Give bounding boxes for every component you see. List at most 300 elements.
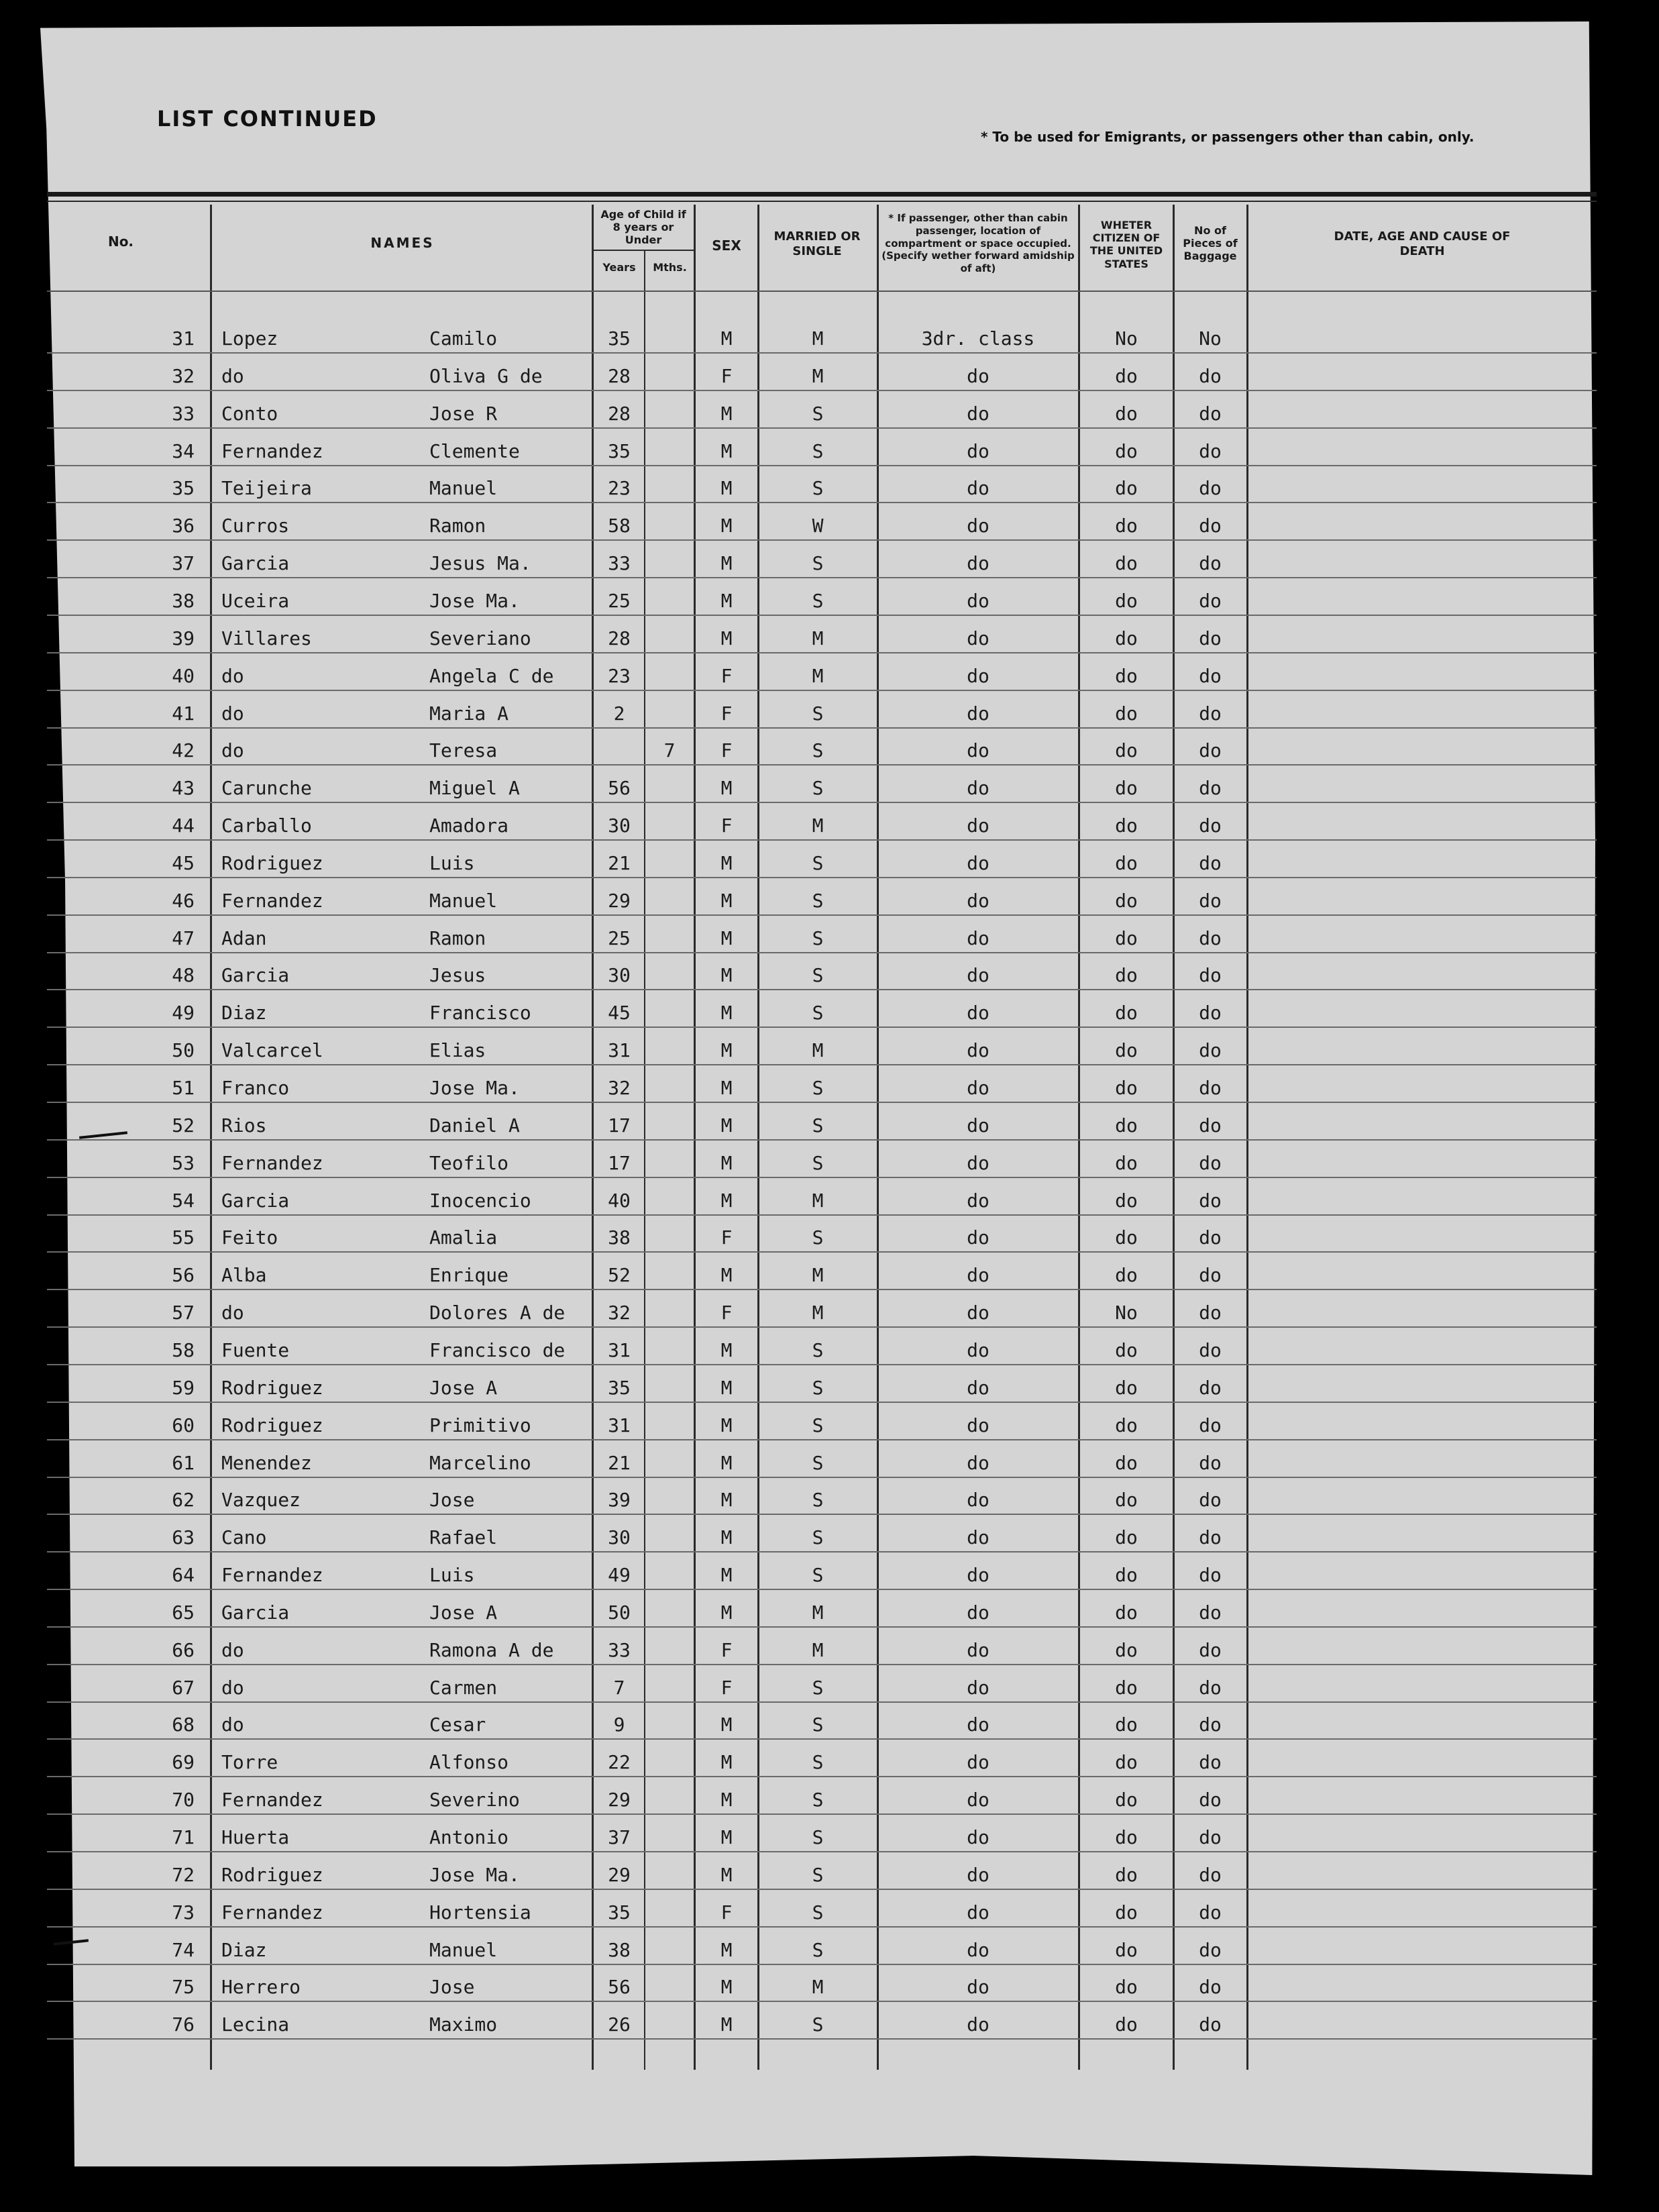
given-name: Manuel: [429, 477, 498, 500]
row-rule: [47, 390, 1597, 391]
col-names: NAMES: [370, 235, 435, 251]
surname: do: [221, 664, 244, 687]
surname: Rodriguez: [221, 851, 323, 874]
baggage-count: do: [1199, 1451, 1222, 1474]
passenger-class: do: [967, 777, 989, 800]
row-rule: [47, 2038, 1597, 2040]
divider-class-citizen: [1078, 205, 1080, 2070]
row-rule: [47, 1964, 1597, 1965]
baggage-count: do: [1199, 1638, 1222, 1661]
sex: M: [720, 1451, 733, 1474]
marital-status: S: [812, 1676, 824, 1699]
given-name: Antonio: [429, 1826, 509, 1848]
row-rule: [47, 615, 1597, 616]
surname: Herrero: [221, 1976, 301, 1999]
sex: F: [720, 739, 733, 762]
passenger-class: do: [967, 1151, 989, 1174]
row-number: 31: [172, 327, 195, 350]
us-citizen: do: [1115, 1189, 1138, 1212]
row-rule: [47, 1926, 1597, 1928]
sex: F: [720, 1676, 733, 1699]
us-citizen: do: [1115, 1226, 1138, 1249]
baggage-count: do: [1199, 814, 1222, 837]
row-number: 76: [172, 2013, 195, 2036]
marital-status: S: [812, 1376, 824, 1399]
us-citizen: do: [1115, 1789, 1138, 1811]
row-number: 42: [172, 739, 195, 762]
row-rule: [47, 1551, 1597, 1552]
given-name: Amalia: [429, 1226, 498, 1249]
us-citizen: do: [1115, 1039, 1138, 1062]
us-citizen: do: [1115, 477, 1138, 500]
col-no: No.: [107, 233, 134, 250]
sex: M: [720, 1526, 733, 1549]
row-rule: [47, 1477, 1597, 1478]
surname: Garcia: [221, 552, 290, 575]
us-citizen: do: [1115, 1714, 1138, 1736]
age-years: 9: [613, 1714, 625, 1736]
sex: M: [720, 1077, 733, 1099]
sex: M: [720, 889, 733, 912]
row-number: 58: [172, 1338, 195, 1361]
col-years: Years: [602, 261, 636, 274]
surname: do: [221, 364, 244, 387]
sex: M: [720, 1414, 733, 1436]
marital-status: M: [812, 1601, 824, 1624]
row-number: 71: [172, 1826, 195, 1848]
given-name: Jose R: [429, 402, 498, 425]
us-citizen: do: [1115, 1976, 1138, 1999]
age-years: 35: [608, 327, 631, 350]
col-married: MARRIED OR SINGLE: [773, 229, 861, 258]
given-name: Ramona A de: [429, 1638, 554, 1661]
given-name: Dolores A de: [429, 1302, 566, 1324]
passenger-class: do: [967, 1002, 989, 1024]
row-rule: [47, 690, 1597, 691]
us-citizen: do: [1115, 1077, 1138, 1099]
given-name: Miguel A: [429, 777, 520, 800]
baggage-count: do: [1199, 702, 1222, 725]
row-rule: [47, 802, 1597, 803]
row-number: 36: [172, 515, 195, 537]
age-years: 30: [608, 964, 631, 987]
passenger-class: do: [967, 1114, 989, 1137]
passenger-class: do: [967, 1226, 989, 1249]
passenger-class: do: [967, 1826, 989, 1848]
sex: M: [720, 477, 733, 500]
surname: Fernandez: [221, 1789, 323, 1811]
passenger-class: do: [967, 814, 989, 837]
baggage-count: do: [1199, 1789, 1222, 1811]
passenger-class: do: [967, 1376, 989, 1399]
surname: do: [221, 1676, 244, 1699]
marital-status: S: [812, 889, 824, 912]
sex: M: [720, 1376, 733, 1399]
marital-status: M: [812, 1189, 824, 1212]
us-citizen: do: [1115, 2013, 1138, 2036]
baggage-count: do: [1199, 1226, 1222, 1249]
surname: Menendez: [221, 1451, 312, 1474]
us-citizen: do: [1115, 1414, 1138, 1436]
row-rule: [47, 1364, 1597, 1365]
baggage-count: do: [1199, 1826, 1222, 1848]
passenger-class: do: [967, 515, 989, 537]
row-rule: [47, 427, 1597, 429]
surname: Carunche: [221, 777, 312, 800]
row-number: 69: [172, 1751, 195, 1774]
baggage-count: do: [1199, 1077, 1222, 1099]
given-name: Francisco: [429, 1002, 531, 1024]
row-rule: [47, 1139, 1597, 1141]
row-number: 67: [172, 1676, 195, 1699]
row-rule: [47, 539, 1597, 541]
us-citizen: do: [1115, 1601, 1138, 1624]
us-citizen: do: [1115, 1901, 1138, 1924]
passenger-class: do: [967, 1302, 989, 1324]
row-rule: [47, 989, 1597, 990]
passenger-class: do: [967, 1189, 989, 1212]
us-citizen: No: [1115, 1302, 1138, 1324]
row-number: 38: [172, 589, 195, 612]
surname: Diaz: [221, 1002, 267, 1024]
row-rule: [47, 652, 1597, 653]
surname: Garcia: [221, 964, 290, 987]
us-citizen: do: [1115, 1751, 1138, 1774]
given-name: Camilo: [429, 327, 498, 350]
us-citizen: do: [1115, 814, 1138, 837]
sex: M: [720, 1489, 733, 1512]
given-name: Inocencio: [429, 1189, 531, 1212]
sex: M: [720, 964, 733, 987]
marital-status: S: [812, 777, 824, 800]
us-citizen: do: [1115, 1151, 1138, 1174]
age-years: 38: [608, 1938, 631, 1961]
baggage-count: do: [1199, 1564, 1222, 1587]
age-years: 23: [608, 477, 631, 500]
us-citizen: do: [1115, 702, 1138, 725]
us-citizen: do: [1115, 664, 1138, 687]
given-name: Angela C de: [429, 664, 554, 687]
sex: M: [720, 1826, 733, 1848]
marital-status: S: [812, 702, 824, 725]
marital-status: S: [812, 1338, 824, 1361]
given-name: Alfonso: [429, 1751, 509, 1774]
baggage-count: do: [1199, 1489, 1222, 1512]
col-death: DATE, AGE AND CAUSE OF DEATH: [1334, 229, 1511, 258]
sex: M: [720, 1151, 733, 1174]
sex: F: [720, 814, 733, 837]
row-number: 32: [172, 364, 195, 387]
given-name: Primitivo: [429, 1414, 531, 1436]
row-rule: [47, 877, 1597, 878]
surname: Fernandez: [221, 439, 323, 462]
given-name: Luis: [429, 1564, 475, 1587]
passenger-class: do: [967, 1976, 989, 1999]
us-citizen: do: [1115, 1526, 1138, 1549]
surname: Rodriguez: [221, 1863, 323, 1886]
given-name: Elias: [429, 1039, 486, 1062]
sex: M: [720, 1189, 733, 1212]
given-name: Jesus Ma.: [429, 552, 531, 575]
marital-status: M: [812, 1302, 824, 1324]
passenger-class: do: [967, 851, 989, 874]
given-name: Severiano: [429, 627, 531, 649]
age-years: 37: [608, 1826, 631, 1848]
age-years: 58: [608, 515, 631, 537]
row-rule: [47, 839, 1597, 841]
given-name: Jesus: [429, 964, 486, 987]
row-rule: [47, 1439, 1597, 1440]
col-passenger-class: * If passenger, other than cabin passenger, location of compartment or space occupied. (Specify wether forward amidship of aft): [881, 212, 1075, 274]
sex: M: [720, 1338, 733, 1361]
row-rule: [47, 352, 1597, 354]
row-rule: [47, 502, 1597, 503]
sex: M: [720, 1002, 733, 1024]
us-citizen: do: [1115, 402, 1138, 425]
row-number: 59: [172, 1376, 195, 1399]
age-years: 2: [613, 702, 625, 725]
marital-status: S: [812, 1489, 824, 1512]
surname: Rodriguez: [221, 1376, 323, 1399]
baggage-count: do: [1199, 1338, 1222, 1361]
given-name: Teresa: [429, 739, 498, 762]
header-bottom-rule: [47, 291, 1597, 292]
baggage-count: do: [1199, 1863, 1222, 1886]
marital-status: S: [812, 1863, 824, 1886]
given-name: Enrique: [429, 1264, 509, 1287]
passenger-class: do: [967, 1863, 989, 1886]
baggage-count: do: [1199, 1114, 1222, 1137]
marital-status: S: [812, 552, 824, 575]
age-years: 50: [608, 1601, 631, 1624]
row-rule: [47, 1626, 1597, 1628]
age-subheader-rule: [594, 250, 694, 251]
marital-status: S: [812, 477, 824, 500]
baggage-count: do: [1199, 1376, 1222, 1399]
col-baggage: No of Pieces of Baggage: [1183, 224, 1238, 263]
sex: M: [720, 851, 733, 874]
surname: Teijeira: [221, 477, 312, 500]
age-years: 22: [608, 1751, 631, 1774]
marital-status: M: [812, 1039, 824, 1062]
sex: M: [720, 439, 733, 462]
row-rule: [47, 1102, 1597, 1103]
baggage-count: do: [1199, 1264, 1222, 1287]
sex: F: [720, 1226, 733, 1249]
row-rule: [47, 1064, 1597, 1065]
row-rule: [47, 1589, 1597, 1590]
given-name: Jose Ma.: [429, 1077, 520, 1099]
passenger-class: do: [967, 664, 989, 687]
age-years: 39: [608, 1489, 631, 1512]
us-citizen: do: [1115, 1338, 1138, 1361]
age-years: 21: [608, 851, 631, 874]
given-name: Luis: [429, 851, 475, 874]
baggage-count: do: [1199, 1302, 1222, 1324]
divider-baggage-death: [1246, 205, 1248, 2070]
row-rule: [47, 1889, 1597, 1890]
us-citizen: do: [1115, 964, 1138, 987]
surname: Cano: [221, 1526, 267, 1549]
passenger-class: do: [967, 1676, 989, 1699]
sex: M: [720, 1789, 733, 1811]
baggage-count: do: [1199, 1938, 1222, 1961]
given-name: Jose Ma.: [429, 1863, 520, 1886]
surname: Rodriguez: [221, 1414, 323, 1436]
marital-status: S: [812, 1938, 824, 1961]
us-citizen: do: [1115, 1564, 1138, 1587]
marital-status: S: [812, 1077, 824, 1099]
sex: F: [720, 702, 733, 725]
marital-status: S: [812, 1564, 824, 1587]
given-name: Jose: [429, 1489, 475, 1512]
row-number: 54: [172, 1189, 195, 1212]
row-number: 43: [172, 777, 195, 800]
surname: Fuente: [221, 1338, 290, 1361]
row-number: 66: [172, 1638, 195, 1661]
sex: M: [720, 1976, 733, 1999]
divider-no-names: [210, 205, 212, 2070]
row-rule: [47, 1402, 1597, 1403]
surname: Vazquez: [221, 1489, 301, 1512]
baggage-count: do: [1199, 777, 1222, 800]
sex: F: [720, 664, 733, 687]
sex: M: [720, 589, 733, 612]
sex: M: [720, 1714, 733, 1736]
given-name: Amadora: [429, 814, 509, 837]
divider-married-class: [877, 205, 879, 2070]
given-name: Jose A: [429, 1601, 498, 1624]
given-name: Francisco de: [429, 1338, 566, 1361]
us-citizen: do: [1115, 1114, 1138, 1137]
passenger-class: do: [967, 1714, 989, 1736]
row-rule: [47, 1514, 1597, 1515]
given-name: Jose Ma.: [429, 589, 520, 612]
surname: Fernandez: [221, 1564, 323, 1587]
passenger-class: do: [967, 1338, 989, 1361]
baggage-count: do: [1199, 477, 1222, 500]
passenger-class: do: [967, 702, 989, 725]
row-number: 61: [172, 1451, 195, 1474]
row-number: 56: [172, 1264, 195, 1287]
marital-status: S: [812, 739, 824, 762]
us-citizen: do: [1115, 589, 1138, 612]
marital-status: W: [812, 515, 824, 537]
col-age-child: Age of Child if 8 years or Under: [600, 208, 686, 247]
age-months: 7: [663, 739, 676, 762]
surname: do: [221, 702, 244, 725]
surname: Diaz: [221, 1938, 267, 1961]
col-mths: Mths.: [653, 261, 687, 274]
marital-status: M: [812, 364, 824, 387]
row-number: 50: [172, 1039, 195, 1062]
row-rule: [47, 914, 1597, 916]
us-citizen: do: [1115, 851, 1138, 874]
marital-status: S: [812, 402, 824, 425]
marital-status: S: [812, 1151, 824, 1174]
baggage-count: do: [1199, 627, 1222, 649]
surname: Huerta: [221, 1826, 290, 1848]
given-name: Marcelino: [429, 1451, 531, 1474]
given-name: Carmen: [429, 1676, 498, 1699]
row-number: 35: [172, 477, 195, 500]
sex: M: [720, 1039, 733, 1062]
marital-status: S: [812, 1226, 824, 1249]
passenger-class: do: [967, 2013, 989, 2036]
divider-citizen-baggage: [1173, 205, 1175, 2070]
passenger-class: do: [967, 1601, 989, 1624]
passenger-class: do: [967, 1414, 989, 1436]
sex: M: [720, 1114, 733, 1137]
passenger-class: do: [967, 627, 989, 649]
row-number: 34: [172, 439, 195, 462]
given-name: Manuel: [429, 1938, 498, 1961]
row-rule: [47, 465, 1597, 466]
row-number: 52: [172, 1114, 195, 1137]
row-rule: [47, 764, 1597, 766]
age-years: 56: [608, 777, 631, 800]
surname: Adan: [221, 927, 267, 949]
row-rule: [47, 952, 1597, 953]
surname: Fernandez: [221, 889, 323, 912]
age-years: 33: [608, 552, 631, 575]
row-number: 45: [172, 851, 195, 874]
baggage-count: do: [1199, 1901, 1222, 1924]
row-number: 51: [172, 1077, 195, 1099]
row-rule: [47, 1701, 1597, 1703]
marital-status: S: [812, 851, 824, 874]
passenger-class: do: [967, 1526, 989, 1549]
marital-status: S: [812, 1826, 824, 1848]
row-rule: [47, 1251, 1597, 1253]
age-years: 33: [608, 1638, 631, 1661]
row-number: 49: [172, 1002, 195, 1024]
age-years: 45: [608, 1002, 631, 1024]
age-years: 30: [608, 1526, 631, 1549]
sex: F: [720, 1302, 733, 1324]
row-number: 68: [172, 1714, 195, 1736]
row-number: 60: [172, 1414, 195, 1436]
baggage-count: do: [1199, 889, 1222, 912]
marital-status: S: [812, 1414, 824, 1436]
age-years: 31: [608, 1039, 631, 1062]
age-years: 21: [608, 1451, 631, 1474]
baggage-count: do: [1199, 439, 1222, 462]
us-citizen: do: [1115, 1863, 1138, 1886]
marital-status: S: [812, 1751, 824, 1774]
surname: Uceira: [221, 589, 290, 612]
baggage-count: do: [1199, 1976, 1222, 1999]
marital-status: M: [812, 1264, 824, 1287]
row-number: 55: [172, 1226, 195, 1249]
us-citizen: do: [1115, 777, 1138, 800]
baggage-count: do: [1199, 552, 1222, 575]
us-citizen: do: [1115, 1376, 1138, 1399]
sex: M: [720, 1863, 733, 1886]
baggage-count: do: [1199, 1151, 1222, 1174]
surname: Villares: [221, 627, 312, 649]
baggage-count: do: [1199, 664, 1222, 687]
age-years: 23: [608, 664, 631, 687]
row-number: 70: [172, 1789, 195, 1811]
given-name: Severino: [429, 1789, 520, 1811]
surname: Curros: [221, 515, 290, 537]
sex: M: [720, 927, 733, 949]
row-rule: [47, 1664, 1597, 1665]
sex: M: [720, 1264, 733, 1287]
surname: Conto: [221, 402, 278, 425]
us-citizen: do: [1115, 927, 1138, 949]
